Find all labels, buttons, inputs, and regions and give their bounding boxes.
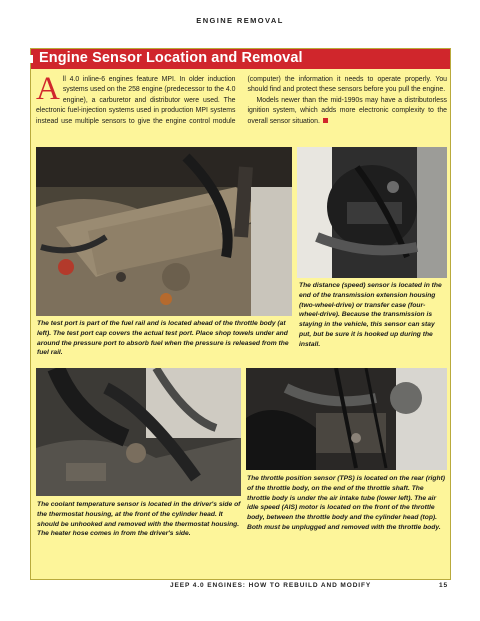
intro-paragraph-2 (248, 96, 448, 127)
photo-fuel-rail-test-port (36, 147, 292, 316)
title-bar-tab-mark (28, 55, 33, 63)
book-title: JEEP 4.0 ENGINES: HOW TO REBUILD AND MODIFY (170, 582, 372, 589)
photo-speed-sensor (297, 147, 447, 278)
sidebar-box (30, 48, 451, 580)
intro-paragraph-1-text: ll 4.0 inline-6 engines feature MPI. In older induction systems used on the 258 engine (predecessor to the 4.0 engine), a carburetor and distributor were used. The electronic fuel-injection systems used in production MPI systems instead use multiple sensors to give the engine control module (computer) the information it needs to operate properly. You should find and protect these sensors before you pull the engine. (36, 76, 447, 125)
caption-throttle-sensor: The throttle position sensor (TPS) is located on the rear (right) of the throttle body, on the end of the throttle shaft. The throttle body is under the air intake tube (lower left). The air idle speed (AIS) motor is located on the front of the throttle body, between the throttle body and the cylinder head (top). Both must be unplugged and removed with the throttle body. (247, 475, 446, 531)
drop-cap: A (36, 71, 60, 107)
running-head: ENGINE REMOVAL (196, 16, 284, 25)
sidebar-title: Engine Sensor Location and Removal (39, 50, 303, 66)
end-mark-icon (323, 118, 328, 123)
photo-coolant-temperature-sensor (36, 368, 241, 496)
sidebar-title-bar (31, 49, 450, 69)
caption-speed-sensor: The distance (speed) sensor is located in the end of the transmission extension housing (two-wheel-drive) or transfer case (four-wheel-drive). Because the transmission is staying in the vehicle, this sensor can stay put, but be sure it is hooked up during the install. (299, 282, 442, 348)
caption-coolant-sensor: The coolant temperature sensor is located in the driver's side of the thermostat housing, at the front of the cylinder head. It should be unhooked and removed with the thermostat housing. The heater hose comes in from the driver's side. (37, 501, 241, 538)
caption-test-port: The test port is part of the fuel rail and is located ahead of the throttle body (at left). The test port cap covers the actual test port. Place shop towels under and around the pressure port to absorb fuel when the pressure is released from the fuel rail. (37, 320, 289, 357)
photo-throttle-position-sensor (246, 368, 447, 470)
page-number: 15 (439, 582, 449, 589)
intro-paragraph-2-text: Models newer than the mid-1990s may have a distributorless ignition system, which adds more electronic complexity to the overall sensor situation. (247, 96, 447, 125)
sidebar-intro-text (36, 71, 447, 127)
